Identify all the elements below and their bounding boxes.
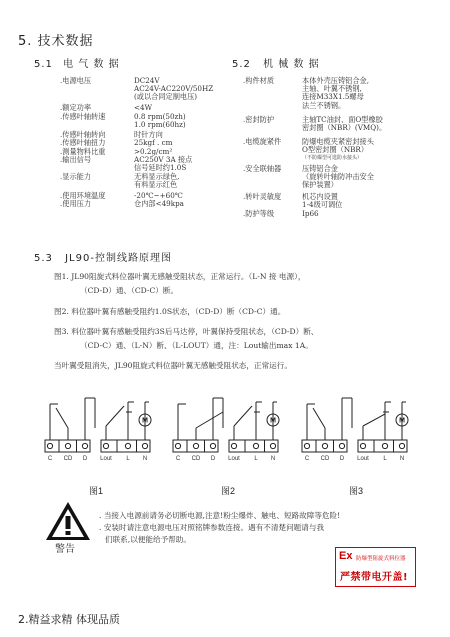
subsection-circuit [34, 249, 172, 264]
spec-value: 主轴TC油封、面O型橡胶 [302, 114, 383, 124]
para-line: （CD-C）通、（L-N）断、（L-LOUT）通，注：Lout输出max 1A。 [80, 341, 313, 350]
spec-label: .传感叶轴转速 [60, 111, 106, 121]
terminal-screw-icon [82, 443, 87, 448]
electrical-table [60, 77, 213, 208]
spec-label: .额定功率 [60, 102, 92, 112]
terminal-label: N [270, 456, 276, 462]
switch-contact [363, 414, 385, 426]
spec-row [243, 210, 386, 218]
terminal-screw-icon [65, 443, 70, 448]
spec-value: 法兰不锈钢。 [302, 100, 346, 110]
motor-symbol: M [270, 417, 276, 425]
terminal-label: Lout [228, 456, 240, 462]
terminal-label: L [254, 456, 258, 462]
spec-value: 机芯内设置 [302, 192, 338, 202]
spec-value: AC250V 3A 接点 [134, 154, 193, 164]
subsection-number: 5.3 [34, 253, 53, 264]
spec-values [302, 138, 374, 160]
spec-value: 密封圈（NBR）(VMQ)。 [302, 123, 387, 133]
terminal-screw-icon [270, 443, 275, 448]
terminal-block [45, 440, 90, 452]
spec-values [134, 77, 213, 102]
spec-row [60, 113, 213, 129]
spec-value: 本体外壳压铸铝合金, [302, 76, 369, 85]
mechanical-table [243, 77, 386, 218]
para-line: 当叶翼受阻消失，JL90阻旋式料位器叶翼无感触受阻状态，正常运行。 [54, 361, 292, 370]
terminal-screw-icon [125, 443, 130, 448]
terminal-label: L [126, 456, 130, 462]
subsection-title: JL90-控制线路原理图 [65, 253, 172, 264]
terminal-screw-icon [304, 443, 309, 448]
spec-value: O型密封圈（NBR） [302, 145, 369, 155]
spec-row [243, 116, 386, 132]
spec-label: .传感叶轴转向 [60, 130, 106, 140]
terminal-screw-icon [339, 443, 344, 448]
terminal-label: CD [191, 456, 201, 462]
spec-values [302, 193, 342, 209]
spec-value: DC24V [134, 76, 160, 85]
spec-value: <4W [134, 102, 152, 112]
para-fig3 [54, 325, 318, 353]
spec-label: .电源电压 [60, 76, 92, 85]
terminal-screw-icon [47, 443, 52, 448]
spec-values [302, 116, 386, 132]
spec-label: .电缆旋紧件 [243, 137, 282, 147]
terminal-label: D [82, 456, 88, 462]
ex-warning-sign [335, 547, 416, 587]
terminal-label: CD [63, 456, 73, 462]
motor-symbol: M [142, 417, 148, 425]
spec-values [302, 165, 374, 190]
spec-row [243, 165, 386, 190]
terminal-screw-icon [360, 443, 365, 448]
terminal-label: C [304, 456, 310, 462]
spec-value: （旋转叶轴防冲击安全 [302, 171, 374, 181]
warning-label: 警告 [55, 544, 75, 555]
warning-line: . 安装时请注意电源电压对照铭牌参数连接。遇有不清楚问题请与我 [99, 523, 325, 532]
spec-values [134, 104, 152, 112]
para-line: 图2. 料位器叶翼有感触受阻约1.0S状态，（CD-D）断（CD-C）通。 [54, 307, 286, 316]
subsection-title: 电 气 数 据 [63, 59, 120, 70]
spec-values [134, 200, 184, 208]
spec-values [302, 77, 369, 110]
figure-label-1: 图1 [89, 486, 104, 496]
subsection-electrical [34, 55, 120, 70]
spec-value: 主轴、叶翼不锈钢, [302, 84, 362, 94]
spec-values [134, 173, 179, 189]
spec-value: 连接M33X1.5螺母 [302, 92, 364, 102]
spec-label: .转叶灵敏度 [243, 192, 282, 202]
spec-label: .输出信号 [60, 154, 92, 164]
spec-value: 1-4级可调位 [302, 200, 343, 210]
spec-value: 保护装置） [302, 180, 338, 190]
terminal-screw-icon [382, 443, 387, 448]
para-line: （CD-D）通、（CD-C）断。 [80, 286, 179, 295]
terminal-block [173, 440, 218, 452]
warning-line: 们联系,以便能给予帮助。 [105, 535, 191, 544]
section-title [18, 30, 94, 49]
para-fig1 [54, 270, 306, 298]
spec-row [243, 77, 386, 110]
terminal-label: D [210, 456, 216, 462]
warning-line: . 当接入电源前请务必切断电源,注意!粉尘爆炸、触电、短路故障等危险! [99, 511, 341, 520]
spec-value: Ip66 [302, 208, 319, 218]
spec-row [60, 156, 213, 172]
switch-contact [106, 406, 124, 426]
spec-row [60, 173, 213, 189]
spec-value: 时针方向 [134, 130, 163, 140]
terminal-screw-icon [399, 443, 404, 448]
para-fig2 [54, 305, 285, 319]
section-title-text: 技术数据 [37, 34, 94, 49]
subsection-title: 机 械 数 据 [263, 59, 320, 70]
terminal-label: C [47, 456, 53, 462]
motor-symbol: M [399, 417, 405, 425]
spec-row [60, 200, 213, 208]
para-recovery [54, 359, 292, 373]
terminal-label: Lout [357, 456, 369, 462]
subsection-mechanical [232, 55, 320, 70]
spec-value: 0.8 rpm(50zh) [134, 111, 186, 121]
spec-label: .安全联轴器 [243, 163, 282, 173]
spec-value: 仓内部<49kpa [134, 198, 184, 208]
terminal-screw-icon [210, 443, 215, 448]
spec-value: 有料显示红色 [134, 180, 178, 190]
spec-value: -20℃~+60℃ [134, 190, 183, 200]
warning-triangle-icon [44, 500, 92, 542]
warning-text [99, 510, 340, 546]
ex-symbol: Ex [339, 550, 353, 562]
terminal-label: D [339, 456, 345, 462]
terminal-label: CD [320, 456, 330, 462]
spec-label: .构件材质 [243, 76, 275, 85]
spec-value: 压铸铝合金 [302, 163, 338, 173]
spec-value: >0.2g/cm² [134, 146, 173, 156]
figure-label-3: 图3 [349, 486, 364, 496]
terminal-block [302, 440, 347, 452]
spec-value: 防爆电缆夹紧密封接头 [302, 137, 374, 147]
circuit-diagrams [0, 380, 450, 490]
warning-line-text: 当接入电源前请务必切断电源,注意!粉尘爆炸、触电、短路故障等危险! [103, 511, 341, 520]
spec-value: (或以合同定制电压) [134, 92, 198, 102]
spec-values [302, 210, 319, 218]
spec-label: .防护等级 [243, 208, 275, 218]
switch-contact [234, 406, 252, 426]
terminal-label: N [399, 456, 405, 462]
spec-value: AC24V-AC220V/50HZ [134, 84, 214, 94]
terminal-screw-icon [193, 443, 198, 448]
spec-value: 信号延时约1.0S [134, 163, 187, 173]
terminal-screw-icon [253, 443, 258, 448]
terminal-label: L [383, 456, 387, 462]
spec-values [134, 113, 186, 129]
terminal-label: C [175, 456, 181, 462]
subsection-number: 5.1 [34, 59, 53, 70]
warning-line-text: 安装时请注意电源电压对照铭牌参数连接。遇有不清楚问题请与我 [103, 523, 325, 532]
spec-row [243, 138, 386, 160]
ex-small-text: 防爆型阻旋式料位器 [356, 556, 406, 562]
figure-label-2: 图2 [221, 486, 236, 496]
footer-slogan: 2.精益求精 体现品质 [18, 613, 120, 626]
switch-contact [56, 408, 68, 428]
spec-label: .使用环境温度 [60, 190, 106, 200]
terminal-screw-icon [231, 443, 236, 448]
spec-value: 25kgf . cm [134, 138, 173, 148]
switch-contact [313, 408, 325, 428]
spec-label: .使用压力 [60, 198, 92, 208]
terminal-label: Lout [100, 456, 112, 462]
spec-row [243, 193, 386, 209]
para-line: 图1. JL90阻旋式料位器叶翼无感触受阻状态，正常运行。（L-N 接 电源）， [54, 272, 306, 281]
terminal-screw-icon [103, 443, 108, 448]
spec-label: .密封防护 [243, 114, 275, 124]
spec-note: （不防爆型可选防水接头） [302, 154, 363, 161]
terminal-screw-icon [322, 443, 327, 448]
spec-value: 无料显示绿色, [134, 172, 180, 182]
ex-big-text: 严禁带电开盖! [340, 572, 409, 583]
spec-label: .显示能力 [60, 172, 92, 182]
subsection-number: 5.2 [232, 59, 251, 70]
spec-row [60, 77, 213, 102]
terminal-screw-icon [142, 443, 147, 448]
spec-label: .测量物料比重 [60, 146, 106, 156]
switch-contact [196, 412, 223, 428]
terminal-label: N [142, 456, 148, 462]
spec-values [134, 156, 192, 172]
terminal-screw-icon [175, 443, 180, 448]
spec-label: .传感叶轴扭力 [60, 138, 106, 148]
para-line: 图3. 料位器叶翼有感触受阻约3S后马达停，叶翼保持受阻状态，（CD-D）断、 [54, 327, 319, 336]
section-number: 5. [18, 34, 33, 49]
spec-value: 1.0 rpm(60hz) [134, 120, 186, 130]
spec-row [60, 104, 213, 112]
